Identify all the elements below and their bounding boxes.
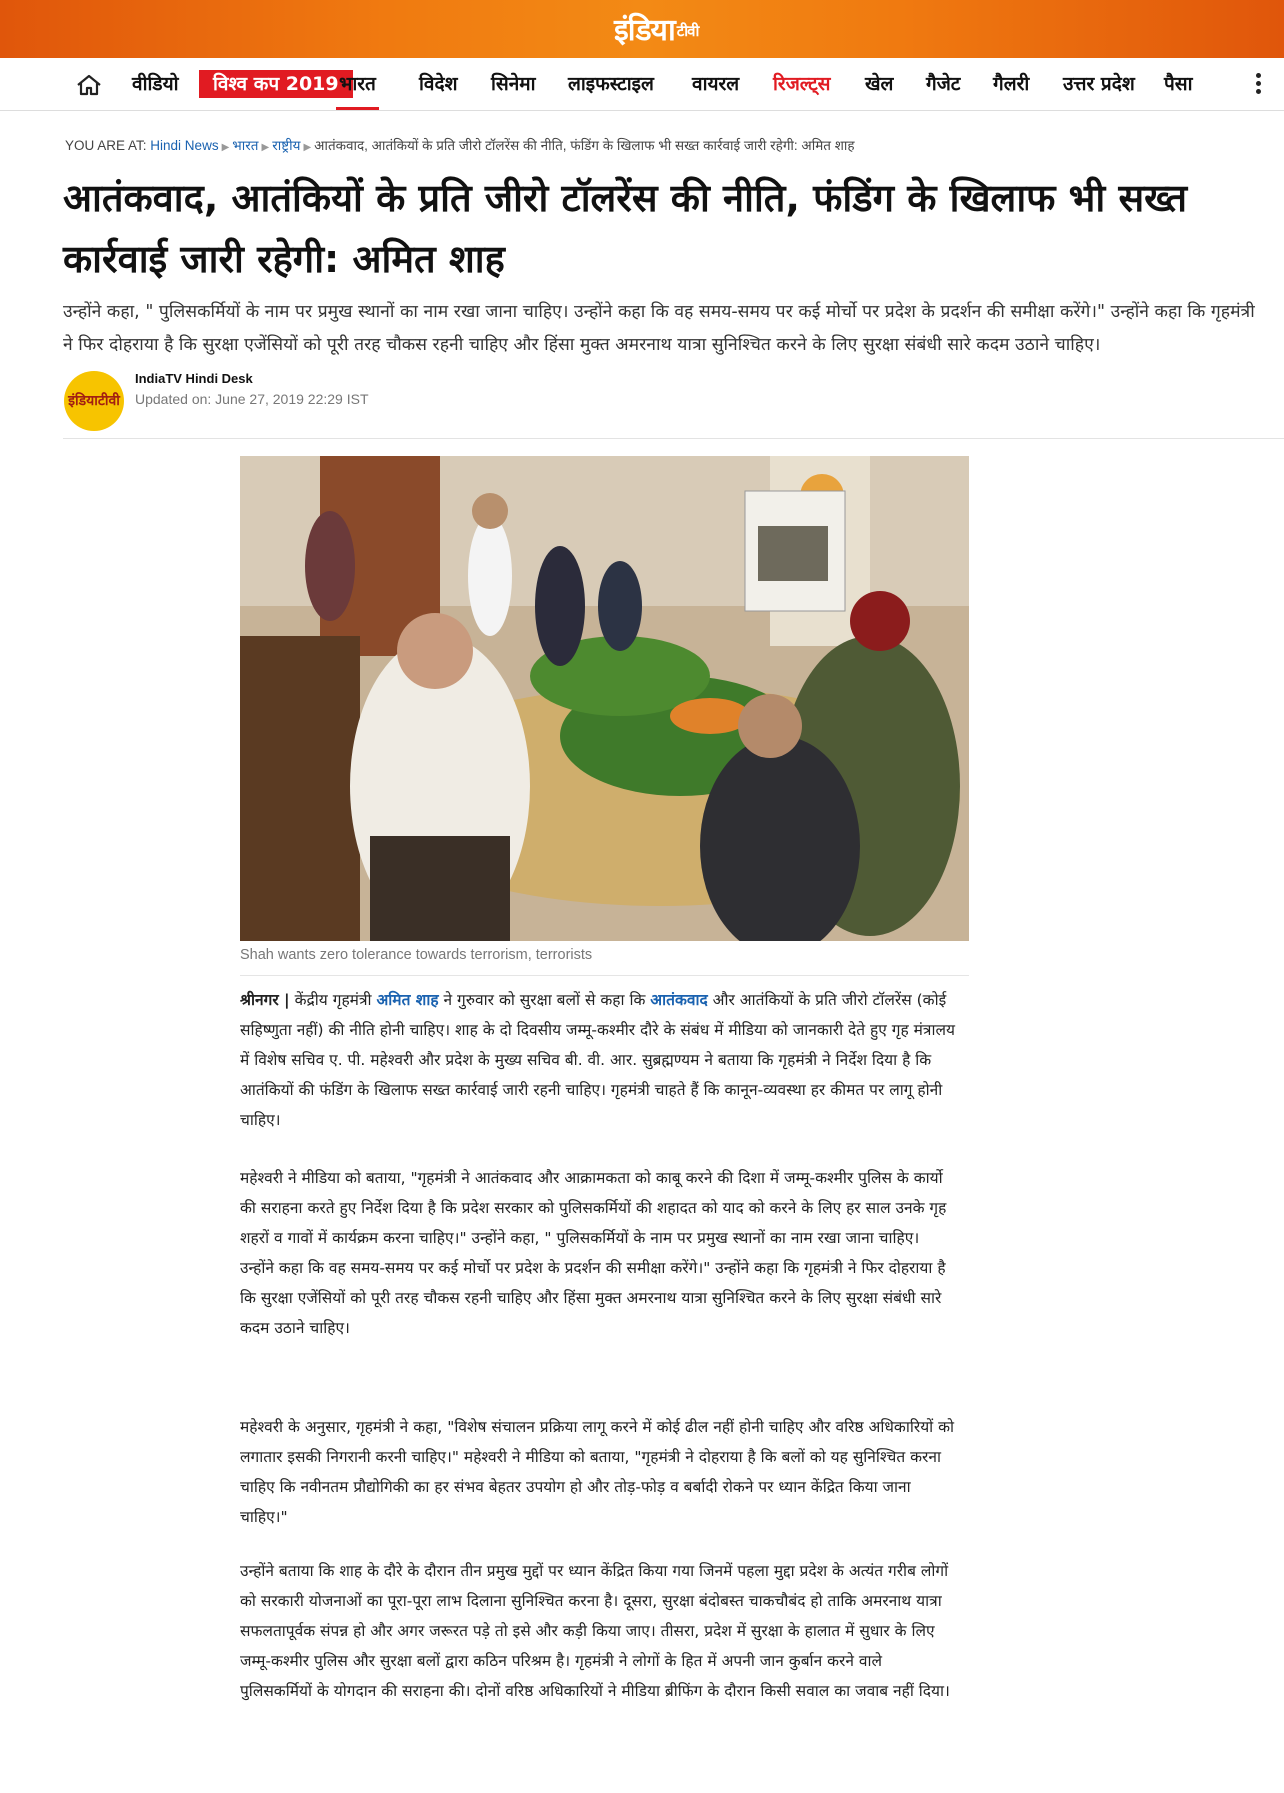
- main-nav: [0, 58, 1284, 111]
- article-paragraph-3: महेश्वरी के अनुसार, गृहमंत्री ने कहा, "विशेष संचालन प्रक्रिया लागू करने में कोई ढील नहीं होनी चाहिए और वरिष्ठ अधिकारियों को लगातार इसकी निगरानी करनी चाहिए।" महेश्वरी ने मीडिया को बताया, "गृहमंत्री ने दोहराया है कि बलों को यह सुनिश्चित करना चाहिए कि नवीनतम प्रौद्योगिकी का हर संभव बेहतर उपयोग हो और तोड़-फोड़ व बर्बादी रोकने पर ध्यान केंद्रित किया जाना चाहिए।": [240, 1418, 955, 1526]
- more-menu-icon[interactable]: [1254, 70, 1262, 100]
- nav-item-world-cup[interactable]: विश्व कप 2019: [199, 70, 353, 98]
- breadcrumb-hindi-news[interactable]: Hindi News: [150, 138, 219, 153]
- article-paragraph-1: [240, 985, 958, 1135]
- image-caption: Shah wants zero tolerance towards terrorism, terrorists: [240, 947, 593, 963]
- breadcrumb-prefix: YOU ARE AT:: [65, 138, 147, 153]
- nav-item-viral[interactable]: वायरल: [692, 73, 740, 95]
- home-icon[interactable]: [76, 74, 102, 96]
- updated-time: Updated on: June 27, 2019 22:29 IST: [135, 391, 369, 407]
- paragraph-text: केंद्रीय गृहमंत्री: [289, 991, 377, 1009]
- chevron-right-icon: ▶: [221, 142, 230, 153]
- chevron-right-icon: ▶: [261, 142, 270, 153]
- breadcrumb-bharat[interactable]: भारत: [232, 138, 259, 153]
- article-title: आतंकवाद, आतंकियों के प्रति जीरो टॉलरेंस की नीति, फंडिंग के खिलाफ भी सख्त कार्रवाई जारी रहेगी: अमित शाह: [63, 176, 1188, 281]
- nav-item-gadget[interactable]: गैजेट: [926, 73, 961, 95]
- meeting-photo: [240, 456, 969, 941]
- nav-item-cinema[interactable]: सिनेमा: [491, 73, 536, 95]
- logo-text: इंडिया: [614, 13, 675, 48]
- nav-item-videsh[interactable]: विदेश: [419, 73, 458, 95]
- nav-item-paisa[interactable]: पैसा: [1164, 73, 1193, 95]
- article-summary: उन्होंने कहा, " पुलिसकर्मियों के नाम पर प्रमुख स्थानों का नाम रखा जाना चाहिए। उन्होंने कहा कि वह समय-समय पर कई मोर्चो पर प्रदेश के प्रदर्शन की समीक्षा करेंगे।" उन्होंने कहा कि गृहमंत्री ने फिर दोहराया है कि सुरक्षा एजेंसियों को पूरी तरह चौकस रहनी चाहिए और हिंसा मुक्त अमरनाथ यात्रा सुनिश्चित करने के लिए सुरक्षा संबंधी सारे कदम उठाने चाहिए।: [63, 302, 1255, 355]
- article-paragraph-4: उन्होंने बताया कि शाह के दौरे के दौरान तीन प्रमुख मुद्दों पर ध्यान केंद्रित किया गया जिनमें पहला मुद्दा प्रदेश के अत्यंत गरीब लोगों को सरकारी योजनाओं का पूरा-पूरा लाभ दिलाना सुनिश्चित करना है। दूसरा, सुरक्षा बंदोबस्त चाकचौबंद हो ताकि अमरनाथ यात्रा सफलतापूर्वक संपन्न हो और अगर जरूरत पड़े तो इसे और कड़ी किया जाए। तीसरा, प्रदेश में सुरक्षा के हालात में सुधार के लिए जम्मू-कश्मीर पुलिस और सुरक्षा बलों द्वारा कठिन परिश्रम है। गृहमंत्री ने लोगों के हित में अपनी जान कुर्बान करने वाले पुलिसकर्मियों के योगदान की सराहना की। दोनों वरिष्ठ अधिकारियों ने मीडिया ब्रीफिंग के दौरान किसी सवाल का जवाब नहीं दिया।: [240, 1562, 950, 1700]
- divider: [63, 438, 1284, 439]
- nav-item-lifestyle[interactable]: लाइफस्टाइल: [568, 73, 654, 95]
- link-amit-shah[interactable]: अमित शाह: [376, 991, 439, 1009]
- dateline: श्रीनगर |: [240, 991, 290, 1009]
- breadcrumb: [65, 136, 855, 154]
- paragraph-text: और आतंकियों के प्रति जीरो टॉलरेंस (कोई सहिष्णुता नहीं) की नीति होनी चाहिए। शाह के दो दिवसीय जम्मू-कश्मीर दौरे के संबंध में मीडिया को जानकारी देते हुए गृह मंत्रालय में विशेष सचिव ए. पी. महेश्वरी और प्रदेश के मुख्य सचिव बी. वी. आर. सुब्रह्मण्यम ने बताया कि गृहमंत्री ने निर्देश दिया है कि आतंकियों की फंडिंग के खिलाफ सख्त कार्रवाई जारी रहनी चाहिए। गृहमंत्री चाहते हैं कि कानून-व्यवस्था हर कीमत पर लागू होनी चाहिए।: [240, 991, 956, 1129]
- nav-item-results[interactable]: रिजल्ट्स: [773, 73, 831, 95]
- nav-item-video[interactable]: वीडियो: [132, 73, 179, 95]
- nav-item-khel[interactable]: खेल: [865, 73, 894, 95]
- author-avatar[interactable]: इंडियाटीवी: [64, 371, 124, 431]
- logo-superscript: टीवी: [676, 22, 699, 40]
- link-aatankwad[interactable]: आतंकवाद: [650, 991, 708, 1009]
- site-logo[interactable]: [614, 14, 698, 48]
- nav-item-bharat[interactable]: भारत: [336, 58, 379, 110]
- nav-item-uttar-pradesh[interactable]: उत्तर प्रदेश: [1063, 73, 1135, 95]
- nav-item-gallery[interactable]: गैलरी: [993, 73, 1030, 95]
- article-paragraph-2: महेश्वरी ने मीडिया को बताया, "गृहमंत्री ने आतंकवाद और आक्रामकता को काबू करने की दिशा में जम्मू-कश्मीर पुलिस के कार्यो की सराहना करते हुए निर्देश दिया है कि प्रदेश सरकार को पुलिसकर्मियों की शहादत को याद को करने के लिए हर साल उनके गृह शहरों व गावों में कार्यक्रम करना चाहिए।" उन्होंने कहा, " पुलिसकर्मियों के नाम पर प्रमुख स्थानों का नाम रखा जाना चाहिए। उन्होंने कहा कि वह समय-समय पर कई मोर्चो पर प्रदेश के प्रदर्शन की समीक्षा करेंगे।" उन्होंने कहा कि गृहमंत्री ने फिर दोहराया है कि सुरक्षा एजेंसियों को पूरी तरह चौकस रहनी चाहिए और हिंसा मुक्त अमरनाथ यात्रा सुनिश्चित करने के लिए सुरक्षा संबंधी सारे कदम उठाने चाहिए।: [240, 1169, 947, 1337]
- breadcrumb-rashtriya[interactable]: राष्ट्रीय: [272, 138, 301, 153]
- paragraph-text: ने गुरुवार को सुरक्षा बलों से कहा कि: [438, 991, 651, 1009]
- author-name[interactable]: IndiaTV Hindi Desk: [135, 371, 253, 386]
- caption-divider: [240, 975, 969, 976]
- site-header: [0, 0, 1284, 58]
- chevron-right-icon: ▶: [303, 142, 312, 153]
- breadcrumb-current: आतंकवाद, आतंकियों के प्रति जीरो टॉलरेंस की नीति, फंडिंग के खिलाफ भी सख्त कार्रवाई जारी रहेगी: अमित शाह: [314, 138, 855, 153]
- article-image: [240, 456, 969, 941]
